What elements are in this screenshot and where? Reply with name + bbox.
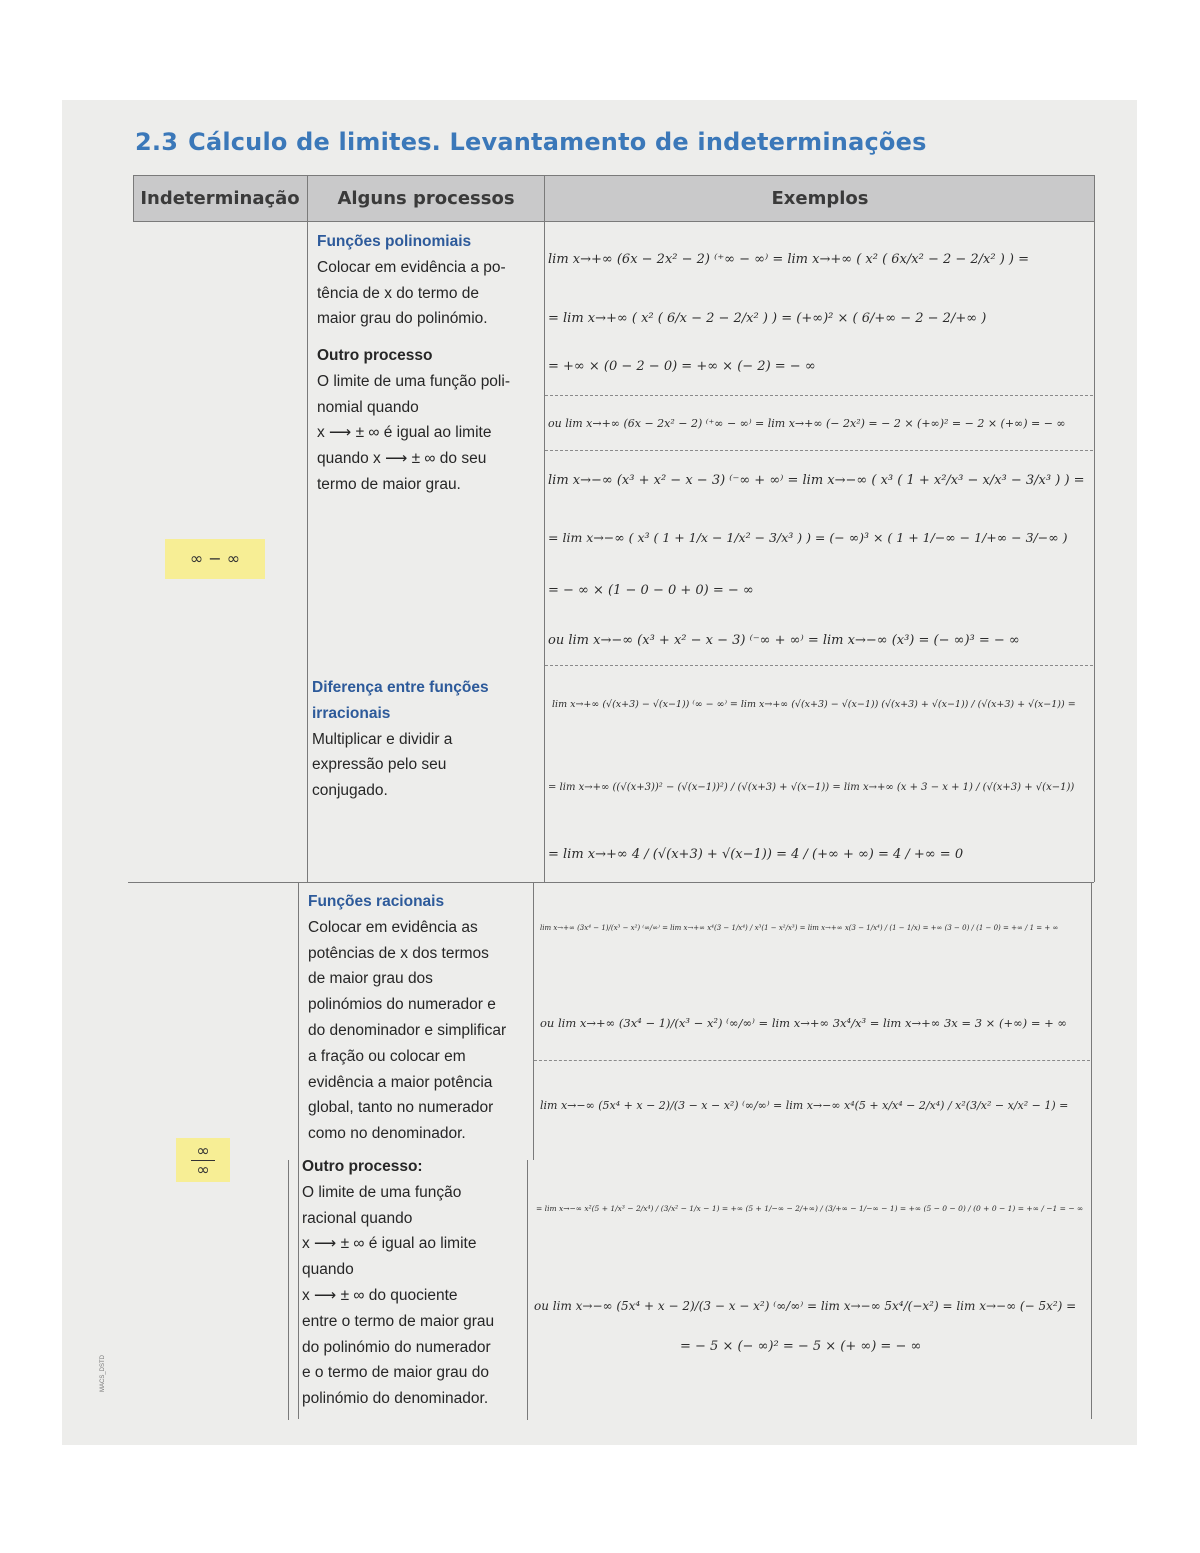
page-background: [62, 100, 1137, 1445]
example-formula: ou lim x→+∞ (6x − 2x² − 2) ⁽⁺∞ − ∞⁾ = lim x→+∞ (− 2x²) = − 2 × (+∞)² = − 2 × (+∞) = − ∞: [548, 417, 1066, 430]
binding-mark: MACS_DSTD: [100, 1354, 106, 1392]
process-line: Colocar em evidência a po-: [317, 258, 506, 276]
process-line: Multiplicar e dividir a: [312, 730, 453, 748]
process-line: expressão pelo seu: [312, 756, 447, 774]
column-separator-2: [544, 175, 545, 882]
section-title: [135, 128, 927, 156]
example-formula: = lim x→−∞ x²(5 + 1/x³ − 2/x⁴) / (3/x² − 1/x − 1) = +∞ (5 + 1/−∞ − 2/+∞) / (3/+∞ − 1/−∞ − 1) = +∞ (5 − 0 − 0) / (0 + 0 − 1) = +∞ / −1 = − ∞: [536, 1204, 1084, 1213]
process-line: evidência a maior potência: [308, 1073, 493, 1091]
process-rational-other: [302, 1154, 524, 1412]
fraction-infinity-over-infinity: [191, 1140, 215, 1179]
tag-infinity-minus-infinity: ∞ − ∞: [165, 539, 265, 579]
process-line: x ⟶ ± ∞ do quociente: [302, 1286, 458, 1304]
process-polynomial: [317, 229, 539, 332]
process-heading: Funções polinomiais: [317, 233, 472, 250]
example-formula: lim x→+∞ (6x − 2x² − 2) ⁽⁺∞ − ∞⁾ = lim x→+∞ ( x² ( 6x/x² − 2 − 2/x² ) ) =: [548, 252, 1030, 267]
tag-infinity-over-infinity: [176, 1138, 230, 1182]
header-exemplos: Exemplos: [545, 175, 1095, 221]
example-divider: [534, 1060, 1090, 1061]
column-separator-2b: [533, 882, 534, 1160]
process-other: [317, 343, 539, 498]
example-formula: lim x→−∞ (x³ + x² − x − 3) ⁽⁻∞ + ∞⁾ = lim x→−∞ ( x³ ( 1 + x²/x³ − x/x³ − 3/x³ ) ) =: [548, 473, 1085, 488]
column-separator-2c: [527, 1160, 528, 1420]
table-border-right-b: [1091, 882, 1092, 1419]
process-line: polinómios do numerador e: [308, 996, 496, 1014]
process-line: e o termo de maior grau do: [302, 1364, 489, 1382]
process-line: polinómio do denominador.: [302, 1390, 489, 1408]
example-formula: ou lim x→+∞ (3x⁴ − 1)/(x³ − x²) ⁽∞/∞⁾ = lim x→+∞ 3x⁴/x³ = lim x→+∞ 3x = 3 × (+∞) = + ∞: [540, 1016, 1067, 1030]
process-line: O limite de uma função: [302, 1183, 462, 1201]
example-formula: = lim x→+∞ ((√(x+3))² − (√(x−1))²) / (√(x+3) + √(x−1)) = lim x→+∞ (x + 3 − x + 1) / (√(x+3) + √(x−1)): [548, 782, 1075, 793]
process-line: maior grau do polinómio.: [317, 310, 488, 328]
example-divider: [545, 450, 1093, 451]
process-line: nomial quando: [317, 398, 419, 416]
example-formula: = − ∞ × (1 − 0 − 0 + 0) = − ∞: [548, 583, 754, 598]
process-line: tência de x do termo de: [317, 284, 479, 302]
example-divider: [545, 665, 1093, 666]
column-separator-1b: [298, 882, 299, 1419]
process-line: Colocar em evidência as: [308, 918, 478, 936]
example-formula: = lim x→+∞ ( x² ( 6/x − 2 − 2/x² ) ) = (+∞)² × ( 6/+∞ − 2 − 2/+∞ ): [548, 311, 987, 326]
process-line: termo de maior grau.: [317, 475, 461, 493]
process-line: potências de x dos termos: [308, 944, 489, 962]
process-line: do denominador e simplificar: [308, 1021, 507, 1039]
table-border-left: [133, 175, 134, 221]
header-indeterminacao: Indeterminação: [133, 175, 307, 221]
header-processos: Alguns processos: [308, 175, 544, 221]
example-formula: lim x→+∞ (3x⁴ − 1)/(x³ − x²) ⁽∞/∞⁾ = lim x→+∞ x⁴(3 − 1/x⁴) / x³(1 − x²/x³) = lim x→+∞ x(3 − 1/x⁴) / (1 − 1/x) = +∞ (3 − 0) / (1 − 0) = +∞ / 1 = + ∞: [540, 924, 1059, 932]
process-line: de maior grau dos: [308, 970, 433, 988]
process-line: como no denominador.: [308, 1125, 466, 1143]
example-formula: lim x→−∞ (5x⁴ + x − 2)/(3 − x − x²) ⁽∞/∞⁾ = lim x→−∞ x⁴(5 + x/x⁴ − 2/x⁴) / x²(3/x² − x/x² − 1) =: [540, 1099, 1069, 1112]
example-formula: = +∞ × (0 − 2 − 0) = +∞ × (− 2) = − ∞: [548, 359, 816, 374]
row-separator: [128, 882, 1094, 883]
fraction-numerator: ∞: [196, 1140, 210, 1160]
process-line: racional quando: [302, 1209, 413, 1227]
process-irrational: [312, 675, 534, 804]
table-border-right: [1094, 175, 1095, 882]
process-line: a fração ou colocar em: [308, 1047, 466, 1065]
section-title-text: Cálculo de limites. Levantamento de indeterminações: [188, 128, 927, 156]
example-formula: = − 5 × (− ∞)² = − 5 × (+ ∞) = − ∞: [680, 1339, 922, 1354]
fraction-denominator: ∞: [196, 1159, 210, 1179]
example-divider: [545, 395, 1093, 396]
process-line: x ⟶ ± ∞ é igual ao limite: [302, 1235, 477, 1253]
example-formula: ou lim x→−∞ (5x⁴ + x − 2)/(3 − x − x²) ⁽∞/∞⁾ = lim x→−∞ 5x⁴/(−x²) = lim x→−∞ (− 5x²) =: [534, 1299, 1077, 1313]
example-formula: lim x→+∞ (√(x+3) − √(x−1)) ⁽∞ − ∞⁾ = lim x→+∞ (√(x+3) − √(x−1)) (√(x+3) + √(x−1)) / (√(x+3) + √(x−1)) =: [552, 699, 1076, 710]
process-line: quando: [302, 1261, 354, 1279]
column-separator-1c: [288, 1160, 289, 1420]
example-formula: = lim x→−∞ ( x³ ( 1 + 1/x − 1/x² − 3/x³ ) ) = (− ∞)³ × ( 1 + 1/−∞ − 1/+∞ − 3/−∞ ): [548, 530, 1068, 545]
process-line: conjugado.: [312, 782, 388, 800]
section-number: 2.3: [135, 128, 179, 156]
table-header-border: [133, 221, 1095, 222]
process-line: entre o termo de maior grau: [302, 1312, 495, 1330]
process-line: O limite de uma função poli-: [317, 372, 510, 390]
process-heading: Funções racionais: [308, 893, 445, 910]
example-formula: = lim x→+∞ 4 / (√(x+3) + √(x−1)) = 4 / (+∞ + ∞) = 4 / +∞ = 0: [548, 847, 964, 862]
example-formula: ou lim x→−∞ (x³ + x² − x − 3) ⁽⁻∞ + ∞⁾ = lim x→−∞ (x³) = (− ∞)³ = − ∞: [548, 633, 1020, 648]
process-heading: Diferença entre funções irracionais: [312, 679, 489, 722]
process-heading: Outro processo: [317, 347, 433, 364]
column-separator-1: [307, 175, 308, 882]
process-line: x ⟶ ± ∞ é igual ao limite: [317, 424, 492, 442]
process-line: do polinómio do numerador: [302, 1338, 491, 1356]
process-heading: Outro processo:: [302, 1158, 423, 1175]
process-line: quando x ⟶ ± ∞ do seu: [317, 450, 487, 468]
process-rational: [308, 889, 530, 1147]
process-line: global, tanto no numerador: [308, 1099, 494, 1117]
table-border-top: [133, 175, 1095, 176]
